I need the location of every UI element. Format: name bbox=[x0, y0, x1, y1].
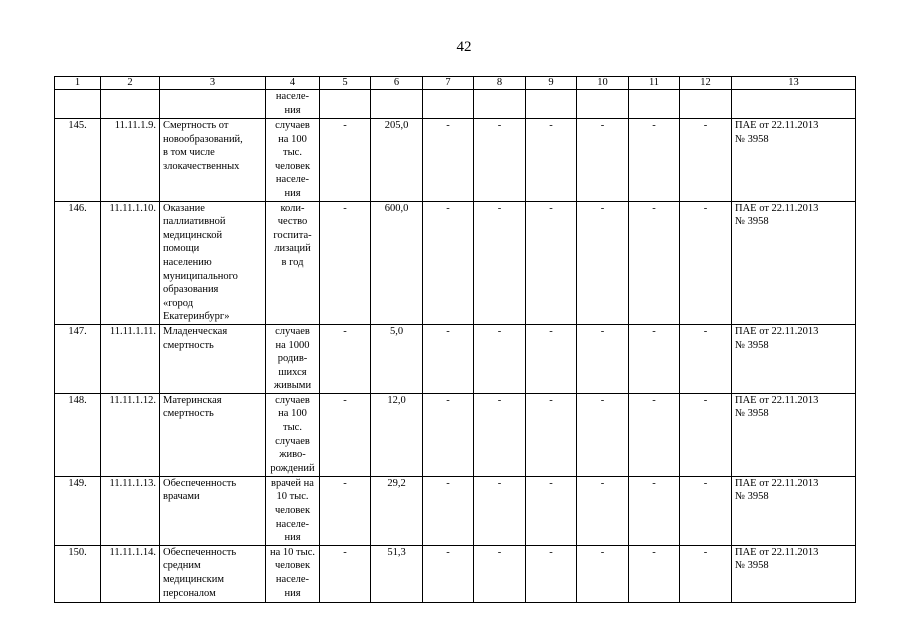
unit-line: случаев bbox=[275, 120, 310, 131]
value-cell: - bbox=[474, 393, 526, 476]
value-cell: - bbox=[680, 119, 732, 202]
table-row bbox=[55, 545, 856, 602]
value-cell: - bbox=[526, 119, 577, 202]
unit-line: на 1000 bbox=[275, 339, 310, 351]
code-cell: 11.11.1.10. bbox=[101, 201, 160, 324]
column-number: 10 bbox=[577, 77, 629, 90]
unit-cell bbox=[266, 545, 320, 602]
value-cell: 600,0 bbox=[371, 201, 423, 324]
unit-line: врачей на bbox=[271, 477, 314, 489]
unit-line: населе- bbox=[275, 174, 310, 186]
source-line: № 3958 bbox=[735, 339, 769, 351]
column-number: 4 bbox=[266, 77, 320, 90]
unit-line: ния bbox=[284, 187, 301, 199]
source-line: ПАЕ от 22.11.2013 bbox=[735, 202, 819, 214]
value-cell bbox=[629, 90, 680, 119]
unit-cell bbox=[266, 119, 320, 202]
unit-cell bbox=[266, 476, 320, 545]
unit-cell bbox=[266, 90, 320, 119]
name-line: медицинским bbox=[163, 574, 225, 586]
value-cell bbox=[423, 90, 474, 119]
column-number: 12 bbox=[680, 77, 732, 90]
name-line: новообразований, bbox=[163, 133, 243, 145]
name-line: населению bbox=[163, 256, 212, 268]
value-cell: - bbox=[629, 201, 680, 324]
unit-cell bbox=[266, 393, 320, 476]
value-cell: - bbox=[320, 201, 371, 324]
source-line: № 3958 bbox=[735, 133, 769, 145]
code-cell: 11.11.1.11. bbox=[101, 324, 160, 393]
source-line: ПАЕ от 22.11.2013 bbox=[735, 546, 819, 558]
code-cell: 11.11.1.13. bbox=[101, 476, 160, 545]
source-line: № 3958 bbox=[735, 491, 769, 503]
value-cell bbox=[526, 90, 577, 119]
name-cell bbox=[160, 476, 266, 545]
row-number-cell: 149. bbox=[55, 476, 101, 545]
source-line: ПАЕ от 22.11.2013 bbox=[735, 477, 819, 489]
value-cell: - bbox=[577, 324, 629, 393]
name-line: Оказание bbox=[163, 202, 205, 214]
source-cell bbox=[732, 324, 856, 393]
value-cell: 12,0 bbox=[371, 393, 423, 476]
value-cell: - bbox=[577, 201, 629, 324]
value-cell: - bbox=[577, 393, 629, 476]
value-cell: - bbox=[320, 476, 371, 545]
source-line: ПАЕ от 22.11.2013 bbox=[735, 394, 819, 406]
value-cell: 29,2 bbox=[371, 476, 423, 545]
name-line: персоналом bbox=[163, 587, 216, 599]
value-cell: 51,3 bbox=[371, 545, 423, 602]
value-cell: - bbox=[680, 545, 732, 602]
name-line: Обеспеченность bbox=[163, 477, 237, 489]
table-row bbox=[55, 119, 856, 202]
unit-line: ния bbox=[284, 532, 301, 544]
unit-line: на 10 тыс. bbox=[270, 546, 315, 558]
value-cell: - bbox=[629, 393, 680, 476]
table-row bbox=[55, 476, 856, 545]
unit-line: человек bbox=[274, 560, 311, 572]
value-cell bbox=[680, 90, 732, 119]
name-line: Екатеринбург» bbox=[163, 311, 230, 323]
value-cell: - bbox=[423, 324, 474, 393]
unit-line: тыс. bbox=[283, 147, 302, 159]
indicators-table bbox=[54, 76, 856, 603]
value-cell: - bbox=[526, 324, 577, 393]
value-cell: - bbox=[474, 476, 526, 545]
column-number: 2 bbox=[101, 77, 160, 90]
column-number: 5 bbox=[320, 77, 371, 90]
name-line: муниципального bbox=[163, 270, 238, 282]
name-line: злокачественных bbox=[163, 160, 240, 172]
name-line: Младенческая bbox=[163, 325, 228, 337]
source-cell bbox=[732, 90, 856, 119]
source-cell bbox=[732, 201, 856, 324]
name-cell bbox=[160, 119, 266, 202]
name-cell bbox=[160, 545, 266, 602]
unit-line: ния bbox=[284, 587, 301, 599]
table-row bbox=[55, 393, 856, 476]
name-line: образования bbox=[163, 284, 219, 296]
column-number: 11 bbox=[629, 77, 680, 90]
code-cell: 11.11.1.14. bbox=[101, 545, 160, 602]
column-number: 7 bbox=[423, 77, 474, 90]
row-number-cell: 146. bbox=[55, 201, 101, 324]
value-cell: - bbox=[680, 393, 732, 476]
value-cell: - bbox=[320, 393, 371, 476]
name-cell bbox=[160, 324, 266, 393]
unit-line: населе- bbox=[275, 574, 310, 586]
value-cell: - bbox=[526, 545, 577, 602]
unit-line: на 100 bbox=[278, 133, 307, 145]
value-cell: - bbox=[474, 545, 526, 602]
value-cell: - bbox=[423, 476, 474, 545]
table-body bbox=[55, 77, 856, 603]
value-cell: - bbox=[680, 201, 732, 324]
source-line: № 3958 bbox=[735, 560, 769, 572]
column-number: 3 bbox=[160, 77, 266, 90]
value-cell: - bbox=[680, 324, 732, 393]
name-cell bbox=[160, 393, 266, 476]
name-line: смертность bbox=[163, 408, 214, 420]
value-cell: - bbox=[423, 201, 474, 324]
value-cell: - bbox=[474, 119, 526, 202]
row-number-cell: 145. bbox=[55, 119, 101, 202]
table-row bbox=[55, 201, 856, 324]
name-line: медицинской bbox=[163, 229, 223, 241]
value-cell: - bbox=[526, 201, 577, 324]
value-cell: - bbox=[474, 201, 526, 324]
unit-line: живыми bbox=[273, 380, 312, 392]
value-cell bbox=[371, 90, 423, 119]
value-cell: - bbox=[577, 476, 629, 545]
unit-line: родив- bbox=[277, 353, 308, 365]
value-cell: - bbox=[629, 119, 680, 202]
name-line: средним bbox=[163, 560, 201, 572]
name-line: паллиативной bbox=[163, 216, 226, 228]
name-line: «город bbox=[163, 297, 194, 309]
unit-line: случаев bbox=[275, 435, 310, 447]
unit-line: человек bbox=[274, 505, 311, 517]
value-cell: - bbox=[577, 545, 629, 602]
name-line: Смертность от bbox=[163, 120, 229, 131]
column-number: 6 bbox=[371, 77, 423, 90]
name-cell bbox=[160, 201, 266, 324]
value-cell: - bbox=[629, 324, 680, 393]
value-cell bbox=[474, 90, 526, 119]
unit-line: населе- bbox=[275, 518, 310, 530]
value-cell: - bbox=[629, 476, 680, 545]
column-number: 13 bbox=[732, 77, 856, 90]
unit-line: в год bbox=[281, 256, 304, 268]
unit-line: рождений bbox=[270, 462, 315, 474]
value-cell: - bbox=[629, 545, 680, 602]
value-cell: - bbox=[474, 324, 526, 393]
source-cell bbox=[732, 393, 856, 476]
unit-line: тыс. bbox=[283, 422, 302, 434]
value-cell: - bbox=[320, 119, 371, 202]
unit-line: чество bbox=[277, 216, 308, 228]
value-cell: - bbox=[423, 119, 474, 202]
row-number-cell: 150. bbox=[55, 545, 101, 602]
unit-cell bbox=[266, 324, 320, 393]
value-cell: 205,0 bbox=[371, 119, 423, 202]
source-line: ПАЕ от 22.11.2013 bbox=[735, 120, 819, 131]
value-cell: - bbox=[577, 119, 629, 202]
unit-line: случаев bbox=[275, 325, 310, 337]
value-cell: - bbox=[320, 545, 371, 602]
name-line: помощи bbox=[163, 243, 200, 255]
unit-line: ния bbox=[284, 104, 301, 116]
value-cell: - bbox=[423, 545, 474, 602]
column-number: 1 bbox=[55, 77, 101, 90]
value-cell bbox=[577, 90, 629, 119]
page-number: 42 bbox=[456, 39, 472, 55]
name-line: смертность bbox=[163, 339, 214, 351]
value-cell bbox=[320, 90, 371, 119]
code-cell: 11.11.1.9. bbox=[101, 119, 160, 202]
unit-cell bbox=[266, 201, 320, 324]
name-cell bbox=[160, 90, 266, 119]
value-cell: - bbox=[423, 393, 474, 476]
continuation-row bbox=[55, 90, 856, 119]
unit-line: госпита- bbox=[273, 229, 312, 241]
unit-line: лизаций bbox=[274, 243, 311, 255]
name-line: Материнская bbox=[163, 394, 222, 406]
code-cell: 11.11.1.12. bbox=[101, 393, 160, 476]
row-number-cell bbox=[55, 90, 101, 119]
value-cell: - bbox=[526, 393, 577, 476]
source-line: № 3958 bbox=[735, 408, 769, 420]
code-cell bbox=[101, 90, 160, 119]
source-cell bbox=[732, 476, 856, 545]
name-line: в том числе bbox=[163, 147, 215, 159]
unit-line: живо- bbox=[279, 449, 306, 461]
unit-line: шихся bbox=[278, 366, 307, 378]
row-number-cell: 148. bbox=[55, 393, 101, 476]
unit-line: коли- bbox=[280, 202, 305, 214]
unit-line: человек bbox=[274, 160, 311, 172]
value-cell: 5,0 bbox=[371, 324, 423, 393]
unit-line: случаев bbox=[275, 394, 310, 406]
unit-line: населе- bbox=[275, 91, 310, 102]
name-line: Обеспеченность bbox=[163, 546, 237, 558]
source-line: ПАЕ от 22.11.2013 bbox=[735, 325, 819, 337]
source-line: № 3958 bbox=[735, 216, 769, 228]
name-line: врачами bbox=[163, 491, 200, 503]
unit-line: на 100 bbox=[278, 408, 307, 420]
column-number: 9 bbox=[526, 77, 577, 90]
column-number: 8 bbox=[474, 77, 526, 90]
value-cell: - bbox=[680, 476, 732, 545]
row-number-cell: 147. bbox=[55, 324, 101, 393]
source-cell bbox=[732, 119, 856, 202]
value-cell: - bbox=[320, 324, 371, 393]
column-number-row bbox=[55, 77, 856, 90]
source-cell bbox=[732, 545, 856, 602]
unit-line: 10 тыс. bbox=[276, 491, 309, 503]
value-cell: - bbox=[526, 476, 577, 545]
table-row bbox=[55, 324, 856, 393]
